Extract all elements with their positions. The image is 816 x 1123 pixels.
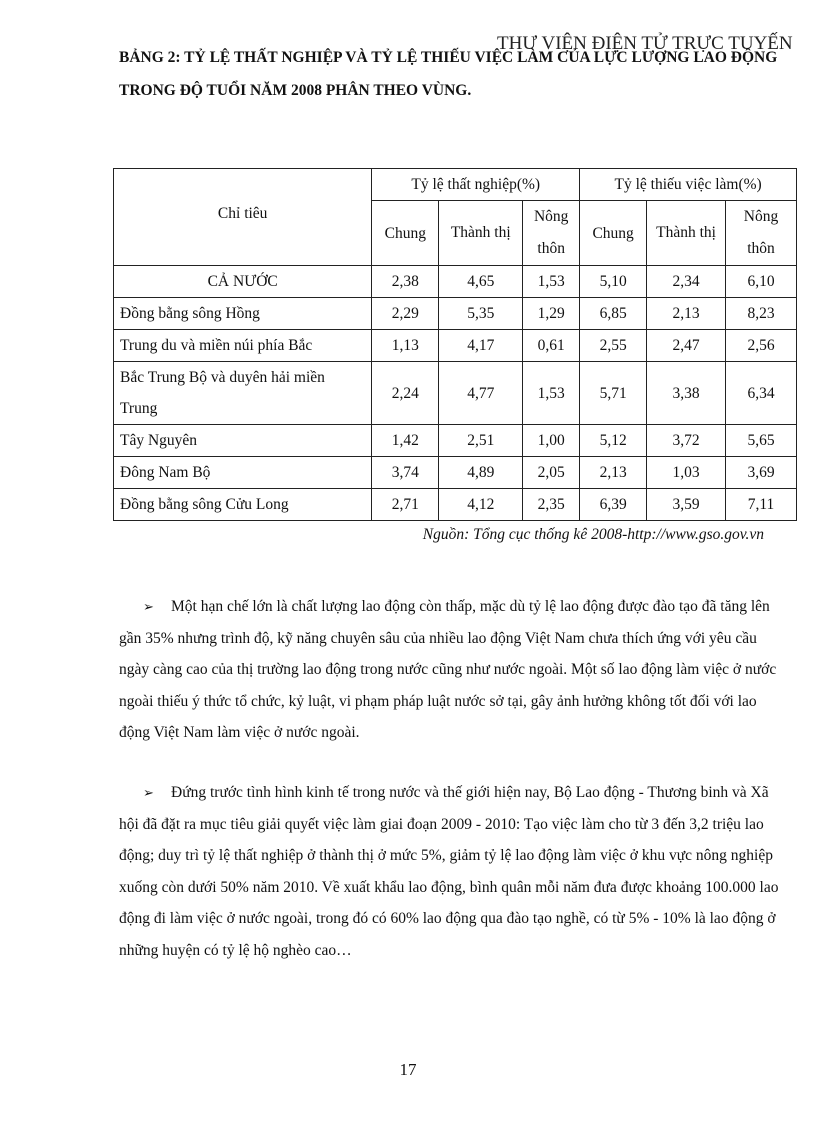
table-row: [114, 330, 797, 362]
table-row: [114, 362, 797, 425]
row-label: Trung du và miền núi phía Bắc: [114, 330, 372, 362]
table-cell: 7,11: [726, 489, 797, 521]
table-cell: 4,89: [439, 457, 523, 489]
table-cell: 1,13: [372, 330, 439, 362]
table-cell: 2,34: [647, 266, 726, 298]
table-cell: 6,10: [726, 266, 797, 298]
group-header-thieu-viec-lam: Tỷ lệ thiếu việc làm(%): [580, 169, 797, 201]
row-label: Đồng bằng sông Cửu Long: [114, 489, 372, 521]
paragraph: [119, 777, 779, 966]
paragraph-text: Đứng trước tình hình kinh tế trong nước và thế giới hiện nay, Bộ Lao động - Thương binh và Xã hội đã đặt ra mục tiêu giải quyết việc làm giai đoạn 2009 - 2010: Tạo việc làm cho từ 3 đến 3,2 triệu lao động; duy trì tỷ lệ thất nghiệp ở thành thị ở mức 5%, giảm tỷ lệ lao động làm việc ở khu vực nông nghiệp xuống còn dưới 50% năm 2010. Về xuất khẩu lao động, bình quân mỗi năm đưa được khoảng 100.000 lao động đi làm việc ở nước ngoài, trong đó có 60% lao động qua đào tạo nghề, có từ 5% - 10% là lao động ở những huyện có tỷ lệ hộ nghèo cao…: [119, 784, 779, 959]
table-cell: 1,03: [647, 457, 726, 489]
table-cell: 5,35: [439, 298, 523, 330]
sub-header-thanh-thi: Thành thị: [439, 201, 523, 266]
sub-header-nong-thon: Nông thôn: [523, 201, 580, 266]
sub-header-chung: Chung: [580, 201, 647, 266]
watermark: THƯ VIỆN ĐIỆN TỬ TRỰC TUYẾN: [497, 33, 793, 54]
table-row: [114, 425, 797, 457]
table-cell: 2,35: [523, 489, 580, 521]
sub-header-nong-thon: Nông thôn: [726, 201, 797, 266]
row-label: Tây Nguyên: [114, 425, 372, 457]
unemployment-table: [113, 168, 797, 521]
table-row: [114, 298, 797, 330]
table-title: BẢNG 2: TỶ LỆ THẤT NGHIỆP VÀ TỶ LỆ THIẾU VIỆC LÀM CỦA LỰC LƯỢNG LAO ĐỘNG TRONG ĐỘ TUỔI NĂM 2008 PHÂN THEO VÙNG.: [119, 49, 778, 99]
col-header-chi-tieu: Chỉ tiêu: [114, 169, 372, 266]
bullet-arrow-icon: ➢: [143, 599, 154, 614]
table-row: [114, 489, 797, 521]
table-cell: 1,53: [523, 266, 580, 298]
table-cell: 2,13: [580, 457, 647, 489]
table-cell: 4,17: [439, 330, 523, 362]
table-cell: 1,53: [523, 362, 580, 425]
table-cell: 1,42: [372, 425, 439, 457]
table-cell: 2,24: [372, 362, 439, 425]
table-cell: 4,77: [439, 362, 523, 425]
table-cell: 5,10: [580, 266, 647, 298]
table-row: [114, 457, 797, 489]
table-cell: 8,23: [726, 298, 797, 330]
table-cell: 5,71: [580, 362, 647, 425]
sub-header-chung: Chung: [372, 201, 439, 266]
table-cell: 3,69: [726, 457, 797, 489]
table-cell: 2,29: [372, 298, 439, 330]
table-source: Nguồn: Tổng cục thống kê 2008-http://www.gso.gov.vn: [422, 526, 764, 543]
table-cell: 4,65: [439, 266, 523, 298]
table-cell: 4,12: [439, 489, 523, 521]
table-cell: 1,29: [523, 298, 580, 330]
paragraph-text: Một hạn chế lớn là chất lượng lao động còn thấp, mặc dù tỷ lệ lao động được đào tạo đã tăng lên gần 35% nhưng trình độ, kỹ năng chuyên sâu của nhiều lao động Việt Nam chưa thích ứng với yêu cầu ngày càng cao của thị trường lao động trong nước cũng như nước ngoài. Một số lao động làm việc ở nước ngoài thiếu ý thức tổ chức, kỷ luật, vi phạm pháp luật nước sở tại, gây ảnh hưởng không tốt đối với lao động Việt Nam làm việc ở nước ngoài.: [119, 598, 777, 741]
row-label: Đồng bằng sông Hồng: [114, 298, 372, 330]
row-label: Bắc Trung Bộ và duyên hải miền Trung: [114, 362, 372, 425]
table-cell: 3,59: [647, 489, 726, 521]
table-cell: 2,13: [647, 298, 726, 330]
table-cell: 6,85: [580, 298, 647, 330]
table-cell: 5,65: [726, 425, 797, 457]
page-number: 17: [399, 1060, 417, 1079]
table-cell: 2,56: [726, 330, 797, 362]
group-header-that-nghiep: Tỷ lệ thất nghiệp(%): [372, 169, 580, 201]
table-cell: 2,38: [372, 266, 439, 298]
table-cell: 5,12: [580, 425, 647, 457]
table-cell: 6,34: [726, 362, 797, 425]
paragraph: [119, 591, 779, 749]
table-cell: 2,71: [372, 489, 439, 521]
table-cell: 1,00: [523, 425, 580, 457]
row-label: Đông Nam Bộ: [114, 457, 372, 489]
table-cell: 2,05: [523, 457, 580, 489]
row-label: CẢ NƯỚC: [114, 266, 372, 298]
table-cell: 0,61: [523, 330, 580, 362]
table-header-row: [114, 169, 797, 201]
table-row: [114, 266, 797, 298]
table-cell: 6,39: [580, 489, 647, 521]
table-cell: 3,38: [647, 362, 726, 425]
table-cell: 3,74: [372, 457, 439, 489]
bullet-arrow-icon: ➢: [143, 785, 154, 800]
table-cell: 2,51: [439, 425, 523, 457]
table-cell: 2,55: [580, 330, 647, 362]
table-cell: 2,47: [647, 330, 726, 362]
sub-header-thanh-thi: Thành thị: [647, 201, 726, 266]
table-cell: 3,72: [647, 425, 726, 457]
